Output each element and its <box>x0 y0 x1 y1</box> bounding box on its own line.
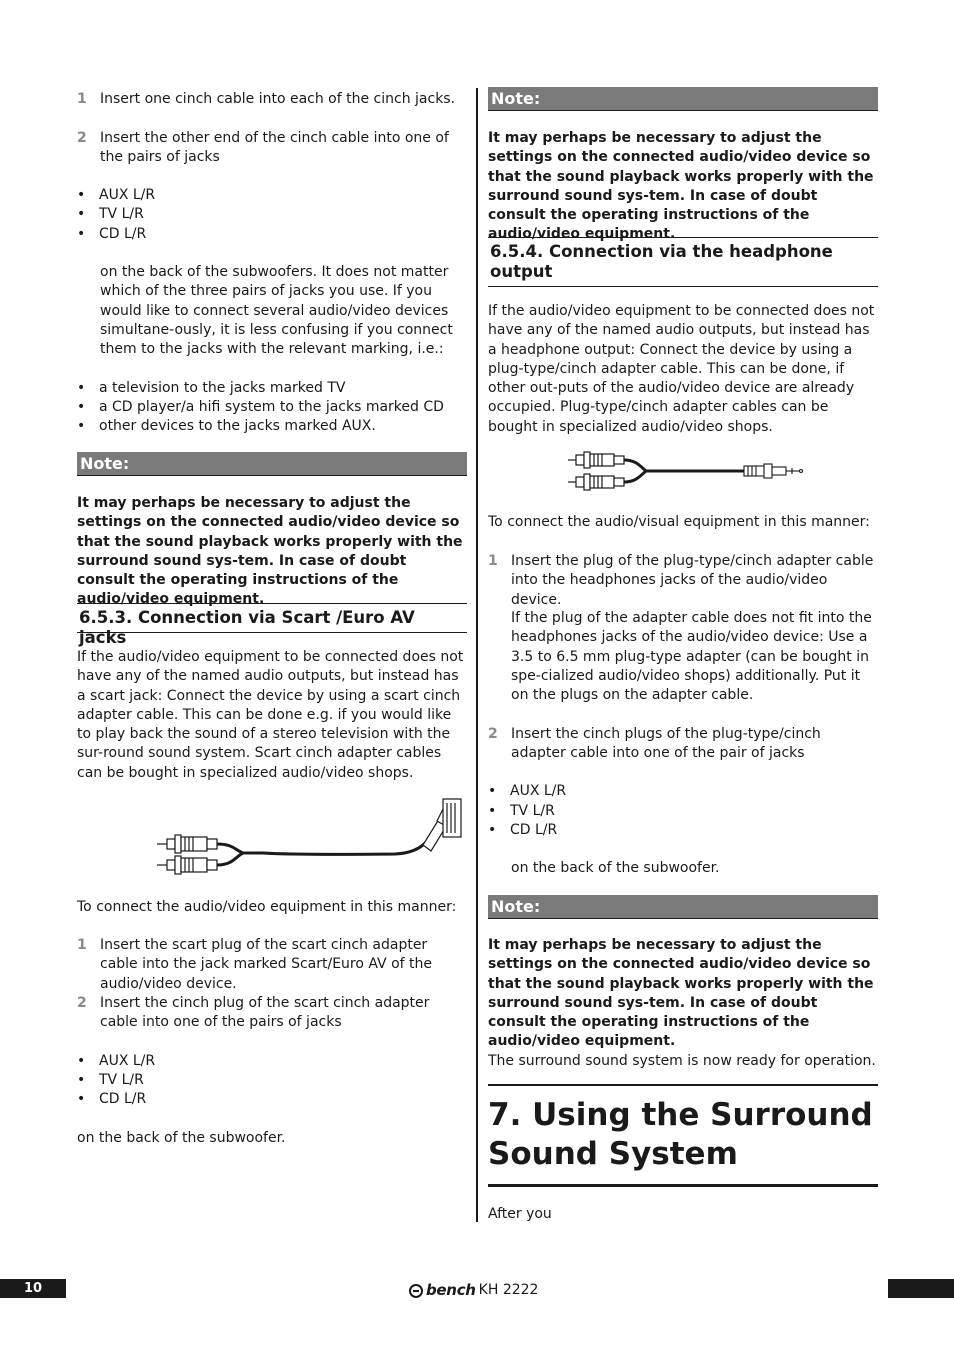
note-heading: Note: <box>488 895 878 918</box>
list-item: • CD L/R <box>77 226 147 242</box>
note-rule <box>488 918 878 919</box>
list-item: • other devices to the jacks marked AUX. <box>77 418 376 434</box>
brand-logo-icon <box>409 1284 423 1298</box>
body-paragraph: The surround sound system is now ready for operation. <box>488 1053 876 1069</box>
step-item: 1 Insert the plug of the plug-type/cinch adapter cable into the headphones jacks of the audio/video device. <box>488 553 874 608</box>
section-heading: 6.5.4. Connection via the headphone output <box>488 237 878 287</box>
plug-cinch-cable-illustration <box>568 446 808 494</box>
note-text: It may perhaps be necessary to adjust the settings on the connected audio/video device so that the sound playback works properly with the surround sound sys-tem. In case of doubt consult the operating instructions of the audio/video equipment. <box>488 130 874 243</box>
step-note: If the plug of the adapter cable does not fit into the headphones jacks of the audio/video device: Use a 3.5 to 6.5 mm plug-type adapter (can be bought in spe-cialized audio/video shops) additionally. Put it on the plugs on the adapter cable. <box>511 610 872 704</box>
footer-brand <box>409 1281 538 1300</box>
step-item: 2 Insert the other end of the cinch cable into one of the pairs of jacks <box>77 130 449 166</box>
list-item: • AUX L/R <box>77 187 156 203</box>
body-paragraph: on the back of the subwoofer. <box>77 1130 286 1146</box>
list-item: • AUX L/R <box>77 1053 156 1069</box>
list-item: • AUX L/R <box>488 783 567 799</box>
note-text: It may perhaps be necessary to adjust the settings on the connected audio/video device so that the sound playback works properly with the surround sound sys-tem. In case of doubt consult the operating instructions of the audio/video equipment. <box>77 495 463 608</box>
note-heading: Note: <box>77 452 467 475</box>
note-rule <box>77 475 467 476</box>
body-paragraph: After you <box>488 1206 552 1222</box>
scart-cinch-cable-illustration <box>155 795 467 880</box>
step-item: 2 Insert the cinch plug of the scart cinch adapter cable into one of the pairs of jacks <box>77 995 430 1031</box>
note-rule <box>488 110 878 111</box>
page-number: 10 <box>0 1279 66 1298</box>
list-item: • CD L/R <box>77 1091 147 1107</box>
list-item: • TV L/R <box>77 1072 144 1088</box>
body-paragraph: If the audio/video equipment to be connected does not have any of the named audio outputs, but instead has a scart jack: Connect the device by using a scart cinch adapter cable. This can be done e.g. if you would like to play back the sound of a stereo television with the sur-round sound system. Scart cinch adapter cables can be bought in specialized audio/video shops. <box>77 649 464 781</box>
list-item: • CD L/R <box>488 822 558 838</box>
model-number: KH 2222 <box>478 1282 539 1298</box>
column-divider <box>476 88 478 1222</box>
connect-intro: To connect the audio/visual equipment in this manner: <box>488 514 870 530</box>
section-heading: 6.5.3. Connection via Scart /Euro AV jacks <box>77 603 467 633</box>
note-text: It may perhaps be necessary to adjust the settings on the connected audio/video device so that the sound playback works properly with the surround sound sys-tem. In case of doubt consult the operating instructions of the audio/video equipment. <box>488 937 874 1050</box>
step-item: 1 Insert the scart plug of the scart cinch adapter cable into the jack marked Scart/Euro AV of the audio/video device. <box>77 937 433 992</box>
list-item: • TV L/R <box>488 803 555 819</box>
chapter-title: 7. Using the Surround Sound System <box>488 1084 878 1187</box>
list-item: • a CD player/a hifi system to the jacks marked CD <box>77 399 444 415</box>
brand-logo: bench <box>426 1281 476 1299</box>
body-paragraph: on the back of the subwoofer. <box>511 860 720 876</box>
body-paragraph: on the back of the subwoofers. It does not matter which of the three pairs of jacks you use. If you would like to connect several audio/video devices simultane-ously, it is less confusing if you connect them to the jacks with the relevant marking, i.e.: <box>100 264 453 358</box>
list-item: • a television to the jacks marked TV <box>77 380 346 396</box>
connect-intro: To connect the audio/video equipment in this manner: <box>77 899 457 915</box>
footer-bar-right <box>888 1279 954 1298</box>
note-heading: Note: <box>488 87 878 110</box>
step-item: 2 Insert the cinch plugs of the plug-type/cinch adapter cable into one of the pair of jacks <box>488 726 821 762</box>
list-item: • TV L/R <box>77 206 144 222</box>
step-item: 1 Insert one cinch cable into each of the cinch jacks. <box>77 91 456 107</box>
body-paragraph: If the audio/video equipment to be connected does not have any of the named audio outputs, but instead has a headphone output: Connect the device by using a plug-type/cinch adapter cable. This can be done, if other out-puts of the audio/video device are already occupied. Plug-type/cinch adapter cables can be bought in specialized audio/video shops. <box>488 303 875 435</box>
